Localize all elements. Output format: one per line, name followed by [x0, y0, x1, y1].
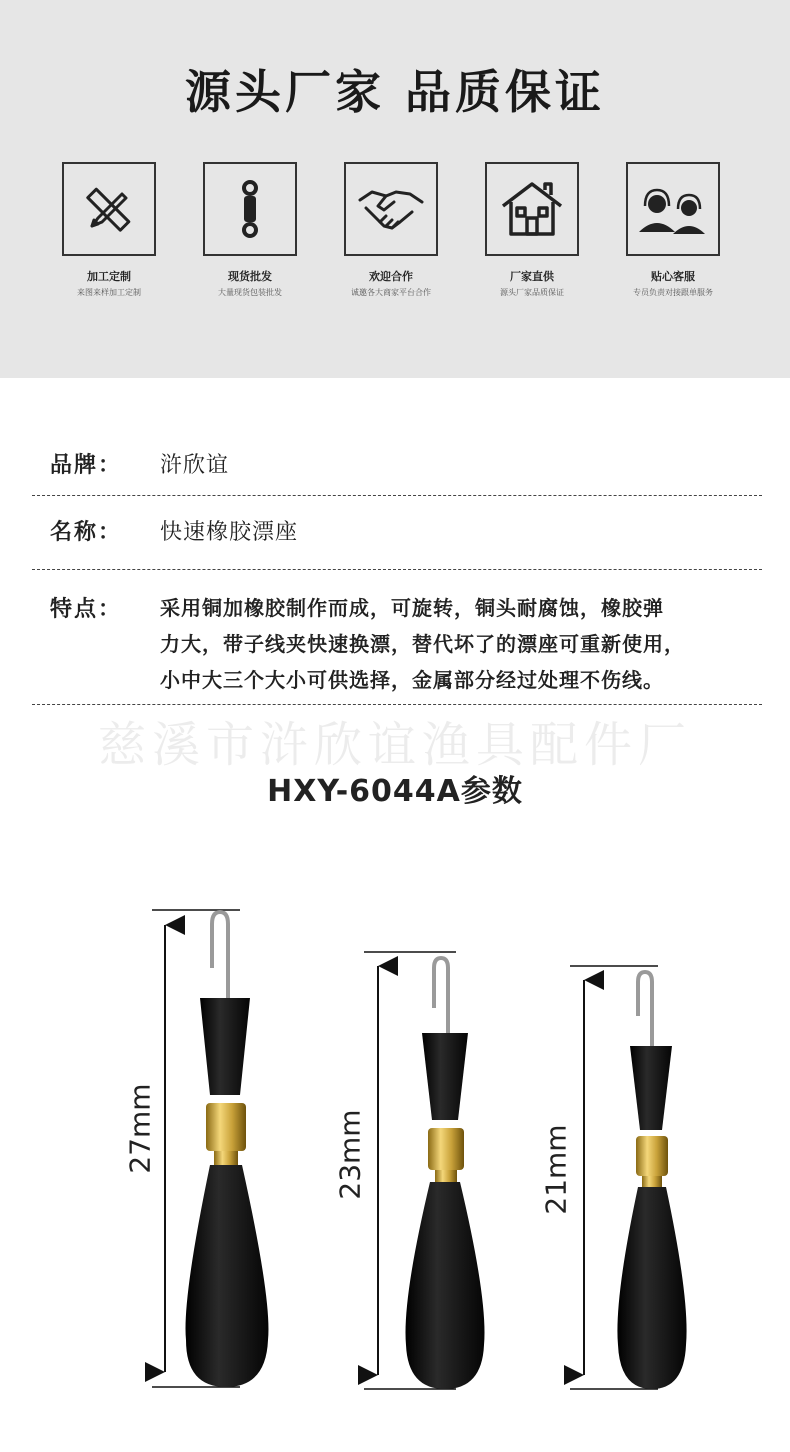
banner: [0, 0, 790, 378]
feature-title: 加工定制: [87, 270, 131, 283]
float-seat-small: [570, 966, 687, 1389]
size-label-small: 21mm: [539, 1124, 573, 1215]
feature-subtitle: 来图来样加工定制: [77, 288, 141, 297]
feature-cooperate: [342, 162, 440, 298]
feature-icon-box: [626, 162, 720, 256]
feature-description: [160, 590, 760, 698]
feature-title: 现货批发: [228, 270, 272, 283]
product-illustration: [0, 880, 790, 1420]
feature-subtitle: 诚邀各大商家平台合作: [351, 288, 431, 297]
customer-service-icon: [633, 178, 713, 240]
params-title: HXY-6044A参数: [267, 774, 523, 809]
brand-value: 浒欣谊: [160, 453, 230, 478]
feature-service: [624, 162, 722, 298]
feature-factory: [483, 162, 581, 298]
divider: [32, 569, 762, 570]
handshake-icon: [356, 178, 426, 240]
feature-title: 欢迎合作: [369, 270, 413, 283]
feature-title: 贴心客服: [651, 270, 695, 283]
feature-label: 特点：: [50, 597, 123, 622]
feature-subtitle: 大量现货包装批发: [218, 288, 282, 297]
divider: [32, 495, 762, 496]
feature-icon-box: [485, 162, 579, 256]
feature-subtitle: 专员负责对接跟单服务: [633, 288, 713, 297]
feature-wholesale: [201, 162, 299, 298]
feature-icon-box: [344, 162, 438, 256]
feature-icon-box: [62, 162, 156, 256]
feature-line: 采用铜加橡胶制作而成，可旋转，铜头耐腐蚀，橡胶弹: [160, 596, 664, 620]
size-label-large: 27mm: [123, 1083, 157, 1174]
divider: [32, 704, 762, 705]
brand-label: 品牌：: [50, 453, 123, 478]
feature-line: 力大，带子线夹快速换漂，替代坏了的漂座可重新使用，: [160, 632, 685, 656]
float-seat-medium: [364, 952, 485, 1389]
name-value: 快速橡胶漂座: [160, 520, 299, 545]
swivel-icon: [219, 178, 281, 240]
pencil-ruler-icon: [78, 178, 140, 240]
name-label: 名称：: [50, 520, 123, 545]
size-label-medium: 23mm: [333, 1109, 367, 1200]
feature-subtitle: 源头厂家品质保证: [500, 288, 564, 297]
factory-house-icon: [499, 178, 565, 240]
banner-title: 源头厂家 品质保证: [184, 65, 605, 119]
float-seat-large: [152, 910, 268, 1387]
feature-custom: [60, 162, 158, 298]
feature-title: 厂家直供: [510, 270, 554, 283]
watermark: 慈溪市浒欣谊渔具配件厂: [97, 717, 692, 773]
feature-line: 小中大三个大小可供选择，金属部分经过处理不伤线。: [160, 668, 664, 692]
feature-icon-box: [203, 162, 297, 256]
